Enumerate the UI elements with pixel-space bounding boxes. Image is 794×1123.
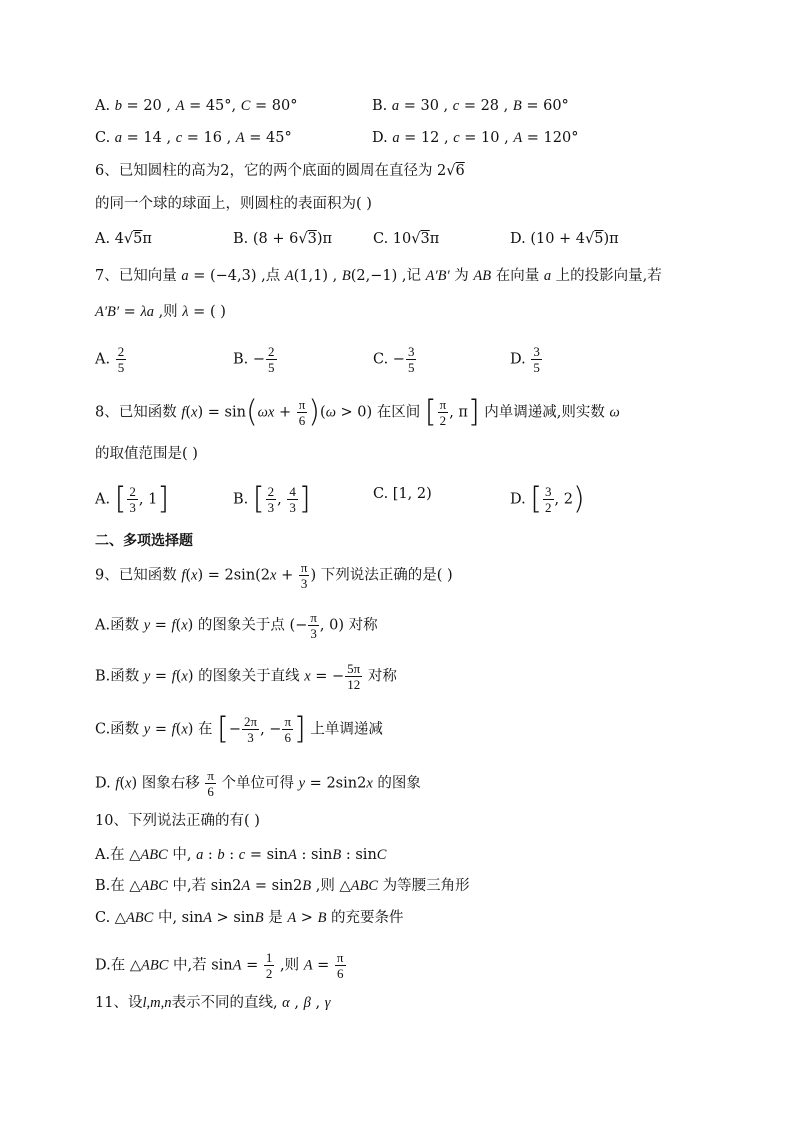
q7-option-c: C. − $\frac{3}{5}$ — [373, 344, 415, 375]
q6-option-c: C. 10√3π — [373, 231, 440, 247]
q6-option-a: A. 4√5π — [95, 231, 152, 247]
q10-option-a: A.在 △ABC 中, a : b : c = sinA : sinB : sinC — [95, 847, 387, 863]
q10-option-d: D.在 △ABC 中,若 sinA = $\frac{1}{2}$ ,则 A = $\frac{\pi}{6}$ — [95, 950, 344, 981]
q7-stem-line1: 7、已知向量 a = (−4,3) ,点 A(1,1) , B(2,−1) ,记 A′B′ 为 AB 在向量 a 上的投影向量,若 — [95, 268, 662, 284]
q9-option-d: D. f(x) 图象右移 $\frac{\pi}{6}$ 个单位可得 y = 2sin2x 的图象 — [95, 768, 421, 799]
q7-option-a: A. $\frac{2}{5}$ — [95, 344, 125, 375]
q9-option-a: A.函数 y = f(x) 的图象关于点 (− $\frac{\pi}{3}$ , 0) 对称 — [95, 610, 378, 641]
q6-stem-line2: 的同一个球的球面上，则圆柱的表面积为( ) — [95, 196, 372, 212]
section-heading: 二、多项选择题 — [95, 533, 193, 549]
q5-option-a: A. b = 20 , A = 45°, C = 80° — [95, 98, 298, 114]
q8-stem-line2: 的取值范围是( ) — [95, 446, 198, 462]
q10-option-c: C. △ABC 中, sinA > sinB 是 A > B 的充要条件 — [95, 910, 404, 926]
q7-option-b: B. − $\frac{2}{5}$ — [233, 344, 275, 375]
q6-option-b: B. (8 + 6√3)π — [233, 231, 333, 247]
q6-option-d: D. (10 + 4√5)π — [510, 231, 619, 247]
q5-option-c: C. a = 14 , c = 16 , A = 45° — [95, 130, 292, 146]
q10-stem: 10、下列说法正确的有( ) — [95, 813, 260, 829]
q11-stem: 11、设l,m,n表示不同的直线, α , β , γ — [95, 995, 331, 1011]
q8-stem-line1: 8、已知函数 f(x) = sin(ωx + $\frac{\pi}{6}$ )(ω > 0) 在区间 [ $\frac{\pi}{2}$ , π] 内单调递减,则实数 ω — [95, 394, 620, 430]
q8-option-c: C. [1, 2) — [373, 486, 432, 502]
q5-option-d: D. a = 12 , c = 10 , A = 120° — [372, 130, 579, 146]
q7-option-d: D. $\frac{3}{5}$ — [510, 344, 540, 375]
q7-stem-line2: A′B′ = λa ,则 λ = ( ) — [95, 304, 226, 320]
q8-option-d: D. [ $\frac{3}{2}$ , 2) — [510, 481, 585, 517]
q8-option-b: B. [ $\frac{2}{3}$ , $\frac{4}{3}$ ] — [233, 481, 311, 517]
q8-option-a: A. [ $\frac{2}{3}$ , 1] — [95, 481, 170, 517]
q6-stem-line1: 6、已知圆柱的高为2，它的两个底面的圆周在直径为 2√6 — [95, 163, 465, 179]
q9-option-b: B.函数 y = f(x) 的图象关于直线 x = − $\frac{5\pi}{12}$ 对称 — [95, 661, 397, 692]
q10-option-b: B.在 △ABC 中,若 sin2A = sin2B ,则 △ABC 为等腰三角形 — [95, 878, 470, 894]
q5-option-b: B. a = 30 , c = 28 , B = 60° — [372, 98, 569, 114]
q9-stem: 9、已知函数 f(x) = 2sin(2x + $\frac{\pi}{3}$ ) 下列说法正确的是( ) — [95, 560, 453, 591]
q9-option-c: C.函数 y = f(x) 在 [− $\frac{2\pi}{3}$ , − $\frac{\pi}{6}$ ] 上单调递减 — [95, 711, 383, 747]
